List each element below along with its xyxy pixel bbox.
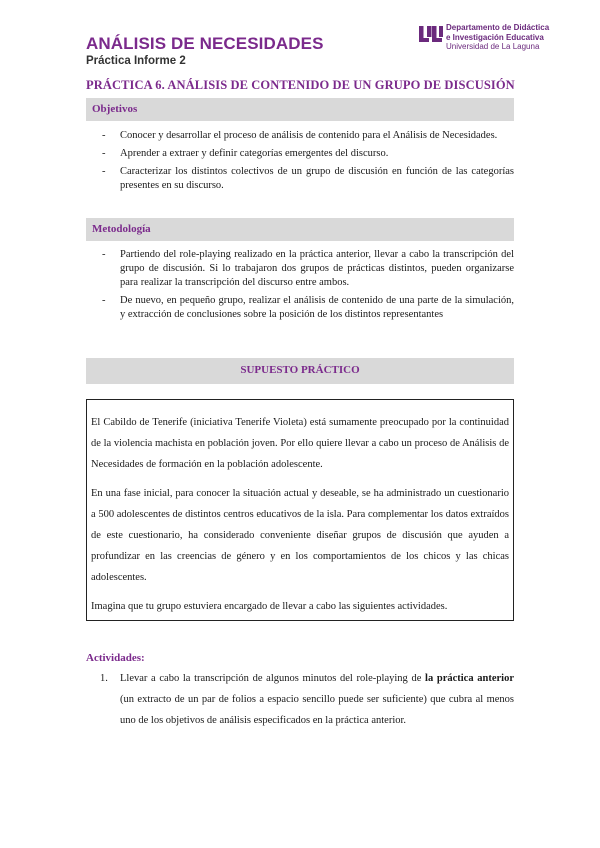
document-title: ANÁLISIS DE NECESIDADES bbox=[86, 34, 324, 53]
list-item-text: Aprender a extraer y definir categorías emergentes del discurso. bbox=[120, 148, 389, 159]
case-paragraph: El Cabildo de Tenerife (iniciativa Tenerife Violeta) está sumamente preocupado por la continuidad de la violencia machista en población joven. Por ello quiere llevar a cabo un proceso de Análisis de Necesidades de formación en la población adolescente. bbox=[91, 417, 509, 470]
metodologia-list bbox=[86, 248, 514, 326]
list-item: - Caracterizar los distintos colectivos de un grupo de discusión en función de las categorías presentes en su discurso. bbox=[102, 166, 514, 191]
list-item: - Aprender a extraer y definir categorías emergentes del discurso. bbox=[102, 148, 389, 159]
case-paragraph: En una fase inicial, para conocer la situación actual y deseable, se ha administrado un cuestionario a 500 adolescentes de distintos centros educativos de la isla. Para complementar los datos extraídos de este cuestionario, ha considerado conveniente diseñar grupos de discusión que ayuden a profundizar en las creencias de género y en los comportamientos de los chicos y las chicas adolescentes. bbox=[91, 488, 509, 583]
activity-item bbox=[100, 668, 514, 731]
list-item-text: De nuevo, en pequeño grupo, realizar el análisis de contenido de una parte de la simulación, y extracción de conclusiones sobre la posición de los distintos representantes bbox=[120, 295, 514, 320]
practice-title: PRÁCTICA 6. ANÁLISIS DE CONTENIDO DE UN GRUPO DE DISCUSIÓN bbox=[86, 78, 515, 92]
supuesto-heading-band bbox=[86, 358, 514, 384]
document-subtitle: Práctica Informe 2 bbox=[86, 55, 186, 67]
actividades-heading: Actividades: bbox=[86, 652, 145, 664]
logo-line-3: Universidad de La Laguna bbox=[446, 42, 540, 51]
metodologia-heading: Metodología bbox=[92, 223, 151, 235]
department-logo-text bbox=[446, 23, 549, 52]
list-item-text: Caracterizar los distintos colectivos de un grupo de discusión en función de las categorías presentes en su discurso. bbox=[120, 166, 514, 191]
case-description-box bbox=[86, 399, 514, 621]
objetivos-heading-band bbox=[86, 98, 514, 121]
activity-text-before: Llevar a cabo la transcripción de algunos minutos del role-playing de bbox=[120, 673, 426, 684]
list-item: - Partiendo del role-playing realizado en la práctica anterior, llevar a cabo la transcripción del grupo de discusión. Si lo trabajaron dos grupos de prácticas distintos, pueden organizarse para realizar la transcripción del discurso entre ambos. bbox=[102, 249, 514, 288]
objetivos-list bbox=[86, 129, 514, 197]
logo-line-2: e Investigación Educativa bbox=[446, 32, 544, 42]
activity-number: 1. bbox=[100, 673, 108, 684]
list-item-text: Partiendo del role-playing realizado en la práctica anterior, llevar a cabo la transcripción del grupo de discusión. Si lo trabajaron dos grupos de prácticas distintos, pueden organizarse para realizar la transcripción del discurso entre ambos. bbox=[120, 249, 514, 288]
supuesto-heading: SUPUESTO PRÁCTICO bbox=[240, 364, 360, 376]
university-logo-icon bbox=[418, 23, 444, 45]
logo-line-1: Departamento de Didáctica bbox=[446, 23, 550, 32]
list-item: - Conocer y desarrollar el proceso de análisis de contenido para el Análisis de Necesidades. bbox=[102, 130, 498, 141]
activity-text bbox=[120, 668, 514, 731]
activity-text-after: (un extracto de un par de folios a espacio sencillo puede ser suficiente) que cubra al menos uno de los objetivos de análisis especificados en la práctica anterior. bbox=[120, 694, 514, 726]
activity-text-bold: la práctica anterior bbox=[425, 673, 514, 684]
objetivos-heading: Objetivos bbox=[92, 103, 138, 115]
list-item: - De nuevo, en pequeño grupo, realizar el análisis de contenido de una parte de la simulación, y extracción de conclusiones sobre la posición de los distintos representantes bbox=[102, 295, 514, 320]
case-paragraph: Imagina que tu grupo estuviera encargado de llevar a cabo las siguientes actividades. bbox=[91, 601, 448, 612]
metodologia-heading-band bbox=[86, 218, 514, 241]
list-item-text: Conocer y desarrollar el proceso de análisis de contenido para el Análisis de Necesidades. bbox=[120, 130, 498, 141]
